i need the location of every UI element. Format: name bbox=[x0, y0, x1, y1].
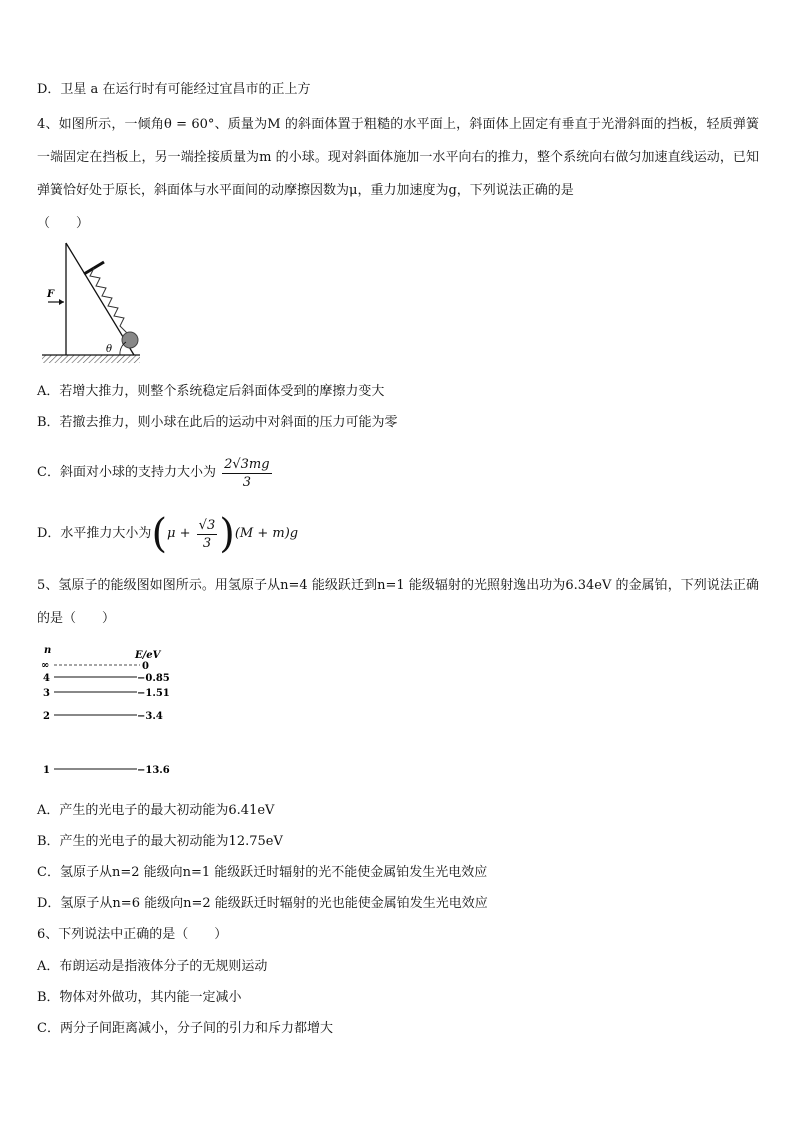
q4-option-d-denominator: 3 bbox=[202, 535, 212, 551]
q6-stem: 6、下列说法中正确的是（ ） bbox=[37, 927, 228, 942]
spring bbox=[90, 268, 128, 334]
q4-answer-paren: （ ） bbox=[37, 216, 90, 231]
q5-option-c: C．氢原子从n=2 能级向n=1 能级跃迁时辐射的光不能使金属铂发生光电效应 bbox=[37, 865, 488, 880]
level-4-e: −0.85 bbox=[137, 673, 170, 684]
q4-option-d-fraction bbox=[197, 517, 218, 552]
q4-option-d-rparen: ) bbox=[219, 511, 235, 557]
q4-option-c-denominator: 3 bbox=[242, 474, 251, 490]
q5-energy-level-diagram bbox=[38, 642, 188, 778]
level-2-e: −3.4 bbox=[137, 711, 163, 722]
q4-option-d bbox=[37, 512, 298, 557]
q4-option-d-mu: μ + bbox=[167, 526, 191, 541]
force-label: F bbox=[47, 289, 55, 300]
q4-option-c-numerator: 2√3mg bbox=[224, 456, 270, 472]
level-3-e: −1.51 bbox=[137, 688, 170, 699]
level-inf-n: ∞ bbox=[41, 660, 50, 671]
theta-label: θ bbox=[106, 344, 113, 355]
q6-option-a: A．布朗运动是指液体分子的无规则运动 bbox=[37, 959, 268, 974]
level-4-n: 4 bbox=[43, 673, 50, 684]
q6-option-c: C．两分子间距离减小，分子间的引力和斥力都增大 bbox=[37, 1021, 333, 1036]
q6-option-b: B．物体对外做功，其内能一定减小 bbox=[37, 990, 242, 1005]
level-2-n: 2 bbox=[43, 711, 50, 722]
q4-option-c bbox=[37, 454, 274, 493]
q5-option-a: A．产生的光电子的最大初动能为6.41eV bbox=[37, 803, 275, 818]
q4-stem-text: 4、如图所示，一倾角θ = 60°、质量为M 的斜面体置于粗糙的水平面上，斜面体上固定有垂直于光滑斜面的挡板，轻质弹簧一端固定在挡板上，另一端拴接质量为m 的小球。现对斜面体施加一水平向右的推力，整个系统向右做匀加速直线运动，已知弹簧恰好处于原长，斜面体与水平面间的动摩擦因数为μ，重力加速度为g，下列说法正确的是 bbox=[37, 117, 759, 198]
q4-option-c-text: C．斜面对小球的支持力大小为 bbox=[37, 465, 216, 480]
level-1-e: −13.6 bbox=[137, 765, 170, 776]
q4-option-c-fraction bbox=[222, 456, 271, 491]
q5-option-d: D．氢原子从n=6 能级向n=2 能级跃迁时辐射的光也能使金属铂发生光电效应 bbox=[37, 896, 488, 911]
q4-option-d-text: D．水平推力大小为 bbox=[37, 526, 152, 541]
q5-stem: 5、氢原子的能级图如图所示。用氢原子从n=4 能级跃迁到n=1 能级辐射的光照射逸出功为6.34eV 的金属铂，下列说法正确的是（ ） bbox=[37, 578, 759, 626]
q4-option-d-tail: (M + m)g bbox=[234, 526, 299, 541]
level-inf-e: 0 bbox=[142, 661, 149, 672]
diagram-n-header: n bbox=[44, 645, 52, 656]
level-1-n: 1 bbox=[43, 765, 50, 776]
level-3-n: 3 bbox=[43, 688, 50, 699]
q4-stem bbox=[37, 108, 759, 240]
q3-option-d: D．卫星 a 在运行时有可能经过宜昌市的正上方 bbox=[37, 82, 311, 97]
q4-option-b: B．若撤去推力，则小球在此后的运动中对斜面的压力可能为零 bbox=[37, 415, 398, 430]
q4-option-d-lparen: ( bbox=[151, 511, 168, 557]
diagram-e-header: E/eV bbox=[135, 650, 161, 661]
force-arrowhead bbox=[59, 299, 64, 305]
ground-hatch bbox=[42, 355, 140, 363]
ball bbox=[122, 332, 138, 348]
q4-incline-figure bbox=[40, 236, 160, 368]
q4-option-a: A．若增大推力，则整个系统稳定后斜面体受到的摩擦力变大 bbox=[37, 384, 385, 399]
q5-option-b: B．产生的光电子的最大初动能为12.75eV bbox=[37, 834, 283, 849]
q4-option-d-numerator: √3 bbox=[198, 517, 216, 533]
